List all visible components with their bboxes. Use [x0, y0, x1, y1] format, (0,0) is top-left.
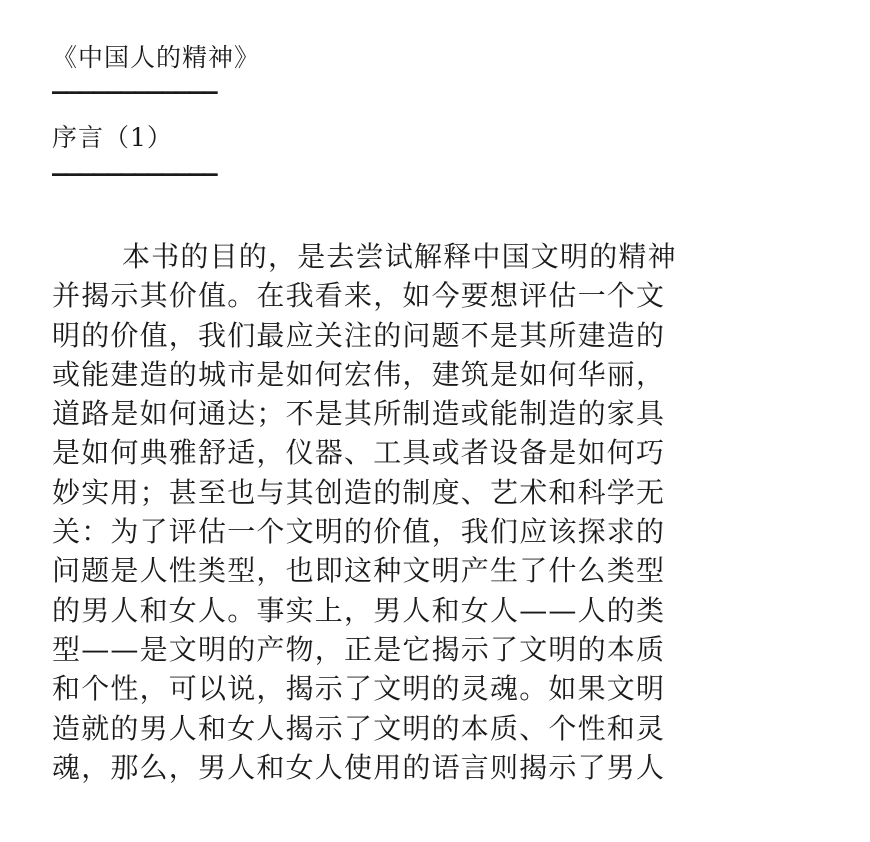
book-title: 《中国人的精神》	[52, 43, 261, 72]
paragraph-line: 魂，那么，男人和女人使用的语言则揭示了男人	[52, 750, 666, 784]
paragraph-line: 并揭示其价值。在我看来，如今要想评估一个文	[52, 279, 666, 313]
paragraph-line: 型——是文明的产物，正是它揭示了文明的本质	[52, 632, 666, 666]
chapter-title: 序言（1）	[52, 123, 173, 152]
paragraph-line: 明的价值，我们最应关注的问题不是其所建造的	[52, 318, 666, 352]
paragraph-line: 道路是如何通达；不是其所制造或能制造的家具	[52, 397, 666, 431]
paragraph-line: 妙实用；甚至也与其创造的制度、艺术和科学无	[52, 475, 666, 509]
paragraph-line: 造就的男人和女人揭示了文明的本质、个性和灵	[52, 711, 666, 745]
body-paragraph	[52, 237, 817, 787]
paragraph-line: 和个性，可以说，揭示了文明的灵魂。如果文明	[52, 672, 666, 706]
chapter-divider: ————————————	[52, 162, 217, 187]
paragraph-line: 本书的目的，是去尝试解释中国文明的精神	[122, 240, 677, 273]
paragraph-line: 问题是人性类型，也即这种文明产生了什么类型	[52, 554, 666, 588]
paragraph-line: 是如何典雅舒适，仪器、工具或者设备是如何巧	[52, 436, 666, 470]
title-divider: ————————————	[52, 80, 217, 105]
paragraph-line: 或能建造的城市是如何宏伟，建筑是如何华丽，	[52, 357, 666, 391]
paragraph-line: 的男人和女人。事实上，男人和女人——人的类	[52, 593, 666, 627]
paragraph-line: 关：为了评估一个文明的价值，我们应该探求的	[52, 515, 666, 549]
